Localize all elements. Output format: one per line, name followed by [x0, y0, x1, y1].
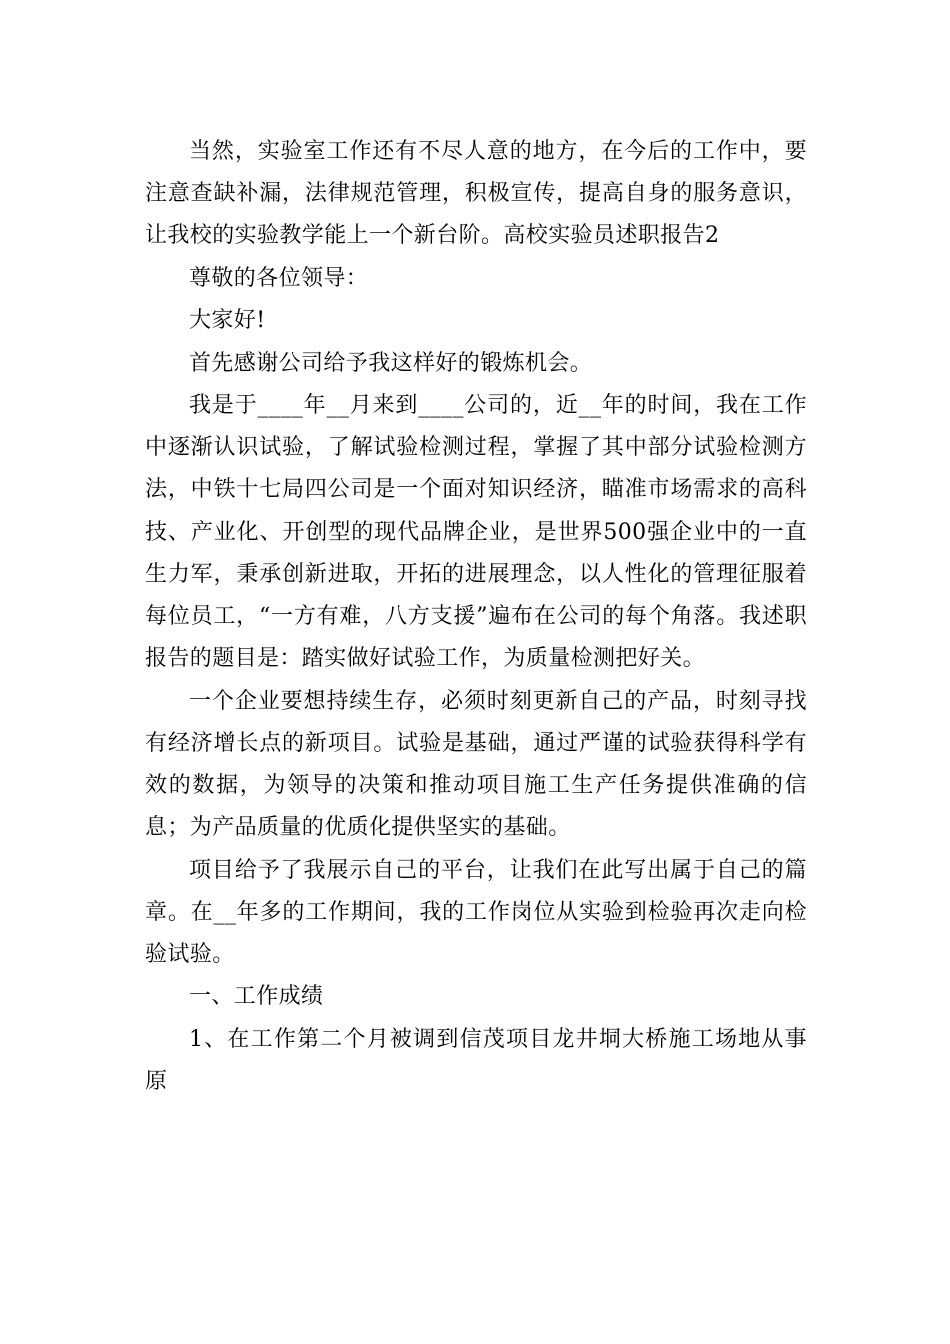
document-body: [145, 131, 807, 1103]
paragraph-enterprise: 一个企业要想持续生存，必须时刻更新自己的产品，时刻寻找有经济增长点的新项目。试验是基础，通过严谨的试验获得科学有效的数据，为领导的决策和推动项目施工生产任务提供准确的信息；为产品质量的优质化提供坚实的基础。: [145, 688, 807, 841]
paragraph-item-1: 1、在工作第二个月被调到信茂项目龙井垌大桥施工场地从事原: [145, 1026, 807, 1094]
paragraph-thanks: 首先感谢公司给予我这样好的锻炼机会。: [189, 350, 593, 376]
section-heading-achievements: 一、工作成绩: [189, 984, 324, 1010]
paragraph-platform: 项目给予了我展示自己的平台，让我们在此写出属于自己的篇章。在__年多的工作期间，我的工作岗位从实验到检验再次走向检验试验。: [145, 857, 807, 967]
paragraph-salutation: 尊敬的各位领导：: [189, 265, 369, 291]
paragraph-greeting: 大家好!: [189, 308, 266, 334]
paragraph-introduction: 我是于____年__月来到____公司的，近__年的时间，我在工作中逐渐认识试验，了解试验检测过程，掌握了其中部分试验检测方法，中铁十七局四公司是一个面对知识经济，瞄准市场需求的高科技、产业化、开创型的现代品牌企业，是世界500强企业中的一直生力军，秉承创新进取，开拓的进展理念，以人性化的管理征服着每位员工，“一方有难，八方支援”遍布在公司的每个角落。我述职报告的题目是：踏实做好试验工作，为质量检测把好关。: [145, 392, 807, 672]
paragraph-closing-remarks: 当然，实验室工作还有不尽人意的地方，在今后的工作中，要注意查缺补漏，法律规范管理，积极宣传，提高自身的服务意识，让我校的实验教学能上一个新台阶。高校实验员述职报告2: [145, 139, 807, 249]
